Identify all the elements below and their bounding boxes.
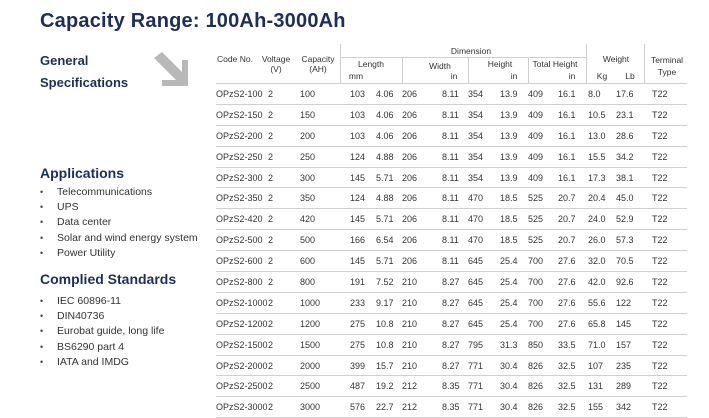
table-cell: 20.7 (558, 235, 576, 246)
table-cell: 27.6 (558, 277, 576, 288)
table-cell: 275 (350, 318, 366, 329)
table-cell: 645 (468, 318, 484, 329)
table-cell: 7.52 (376, 277, 394, 288)
table-cell: 103 (350, 109, 366, 120)
table-cell: OPzS2-1500 (216, 339, 268, 350)
table-cell: 32.5 (558, 381, 576, 392)
table-cell: 1000 (300, 297, 321, 308)
table-cell: 206 (402, 172, 418, 183)
table-cell: OPzS2-1000 (216, 297, 268, 308)
table-cell: 200 (300, 130, 316, 141)
complied-standards-heading: Complied Standards (40, 271, 177, 287)
table-cell: 645 (468, 277, 484, 288)
list-item: • IATA and IMDG (40, 355, 164, 370)
applications-heading: Applications (40, 165, 125, 181)
table-cell: T22 (652, 402, 668, 413)
table-cell: 4.06 (376, 109, 394, 120)
table-cell: 2 (268, 172, 274, 183)
table-cell: 354 (468, 151, 484, 162)
table-cell: OPzS2-800 (216, 277, 263, 288)
table-row (216, 272, 687, 293)
table-cell: 826 (528, 360, 544, 371)
table-cell: 206 (402, 130, 418, 141)
table-cell: 600 (300, 256, 316, 267)
table-cell: 10.8 (376, 339, 394, 350)
table-cell: 212 (402, 402, 418, 413)
table-cell: 525 (528, 235, 544, 246)
table-cell: 55.6 (588, 297, 606, 308)
table-cell: 8.27 (442, 339, 460, 350)
table-cell: 354 (468, 130, 484, 141)
table-cell: 65.8 (588, 318, 606, 329)
table-cell: 13.0 (588, 130, 606, 141)
header-width: Width (429, 61, 451, 71)
table-cell: 354 (468, 89, 484, 99)
table-cell: 409 (528, 151, 544, 162)
specifications-table (216, 44, 687, 418)
table-cell: 4.88 (376, 151, 394, 162)
table-cell: 771 (468, 360, 484, 371)
table-cell: 25.4 (500, 297, 518, 308)
table-cell: 771 (468, 381, 484, 392)
table-row (216, 230, 687, 251)
table-cell: 16.1 (558, 151, 576, 162)
table-row (216, 293, 687, 314)
table-cell: 27.6 (558, 318, 576, 329)
table-row (216, 209, 687, 230)
table-row (216, 314, 687, 335)
table-cell: 42.0 (588, 277, 606, 288)
arrow-down-right-icon (150, 52, 188, 88)
header-voltage: Voltage (V) (261, 54, 291, 74)
table-cell: 235 (616, 360, 632, 371)
table-cell: 645 (468, 297, 484, 308)
table-cell: 16.1 (558, 130, 576, 141)
table-cell: 19.2 (376, 381, 394, 392)
table-cell: 233 (350, 297, 366, 308)
table-cell: 15.7 (376, 360, 394, 371)
table-cell: 8.0 (588, 89, 601, 99)
table-cell: 145 (350, 256, 366, 267)
unit-lb: Lb (625, 71, 635, 81)
table-cell: 771 (468, 402, 484, 413)
list-item: • BS6290 part 4 (40, 340, 164, 355)
table-cell: 10.8 (376, 318, 394, 329)
table-cell: 2 (268, 214, 274, 225)
table-cell: 15.5 (588, 151, 606, 162)
table-cell: 409 (528, 109, 544, 120)
table-cell: T22 (652, 256, 668, 267)
table-cell: 13.9 (500, 151, 518, 162)
table-cell: 5.71 (376, 214, 394, 225)
general-specifications-heading: General Specifications (40, 53, 129, 90)
table-cell: 210 (402, 297, 418, 308)
header-total-height: Total Height (532, 59, 578, 69)
table-cell: 17.3 (588, 172, 606, 183)
table-cell: 525 (528, 193, 544, 204)
table-cell: 826 (528, 402, 544, 413)
table-cell: 25.4 (500, 277, 518, 288)
table-cell: 2 (268, 297, 274, 308)
table-cell: 8.11 (442, 214, 459, 225)
table-cell: 57.3 (616, 235, 634, 246)
table-cell: 289 (616, 381, 632, 392)
table-cell: T22 (652, 297, 668, 308)
table-cell: 470 (468, 214, 484, 225)
table-cell: 275 (350, 339, 366, 350)
table-cell: 8.11 (442, 256, 459, 267)
table-cell: OPzS2-100 (216, 89, 263, 99)
table-cell: 4.88 (376, 193, 394, 204)
table-cell: 107 (588, 360, 604, 371)
table-cell: 826 (528, 381, 544, 392)
table-cell: 8.27 (442, 277, 460, 288)
list-item: • Telecommunications (40, 185, 198, 200)
table-cell: OPzS2-350 (216, 193, 263, 204)
table-cell: 206 (402, 256, 418, 267)
table-cell: 8.27 (442, 318, 460, 329)
table-cell: 212 (402, 381, 418, 392)
table-row (216, 188, 687, 209)
table-row (216, 356, 687, 377)
table-cell: 124 (350, 151, 366, 162)
applications-list (40, 185, 198, 261)
table-cell: 399 (350, 360, 366, 371)
table-cell: OPzS2-600 (216, 256, 263, 267)
page-title: Capacity Range: 100Ah-3000Ah (40, 10, 346, 32)
table-cell: 92.6 (616, 277, 634, 288)
table-cell: OPzS2-200 (216, 130, 263, 141)
table-cell: 31.3 (500, 339, 518, 350)
table-cell: 145 (350, 214, 366, 225)
table-cell: 2 (268, 151, 274, 162)
table-cell: 27.6 (558, 256, 576, 267)
table-cell: 409 (528, 89, 544, 99)
table-cell: 2 (268, 109, 274, 120)
table-cell: 645 (468, 256, 484, 267)
table-cell: 800 (300, 277, 316, 288)
table-cell: 32.5 (558, 360, 576, 371)
table-cell: 795 (468, 339, 484, 350)
table-cell: 850 (528, 339, 544, 350)
table-cell: OPzS2-3000 (216, 402, 268, 413)
table-cell: 52.9 (616, 214, 634, 225)
table-cell: 700 (528, 256, 544, 267)
table-cell: 70.5 (616, 256, 634, 267)
table-header (216, 44, 687, 84)
table-row (216, 126, 687, 147)
list-item: • Data center (40, 215, 198, 230)
table-cell: 18.5 (500, 193, 518, 204)
list-item: • Power Utility (40, 246, 198, 261)
table-cell: 16.1 (558, 89, 576, 99)
table-cell: 210 (402, 277, 418, 288)
table-row (216, 84, 687, 105)
header-capacity: Capacity (AH) (301, 54, 335, 74)
list-item: • IEC 60896-11 (40, 294, 164, 309)
table-cell: 2 (268, 339, 274, 350)
table-cell: 124 (350, 193, 366, 204)
list-item: • Solar and wind energy system (40, 231, 198, 246)
header-length: Length (358, 59, 384, 69)
table-cell: 20.4 (588, 193, 606, 204)
table-row (216, 105, 687, 126)
table-cell: 32.5 (558, 402, 576, 413)
table-row (216, 168, 687, 189)
table-cell: 3000 (300, 402, 321, 413)
table-cell: T22 (652, 277, 668, 288)
table-cell: 1200 (300, 318, 321, 329)
table-cell: 2500 (300, 381, 321, 392)
table-cell: 103 (350, 89, 366, 99)
table-cell: 210 (402, 339, 418, 350)
header-height: Height (487, 59, 513, 69)
table-cell: 17.6 (616, 89, 634, 99)
table-cell: 700 (528, 318, 544, 329)
table-cell: 2 (268, 277, 274, 288)
table-cell: 20.7 (558, 214, 576, 225)
unit-in: in (510, 71, 518, 81)
table-cell: T22 (652, 360, 668, 371)
table-cell: 166 (350, 235, 366, 246)
table-cell: 32.0 (588, 256, 606, 267)
table-cell: 45.0 (616, 193, 634, 204)
table-cell: 206 (402, 151, 418, 162)
table-cell: T22 (652, 318, 668, 329)
table-cell: 300 (300, 172, 316, 183)
table-cell: 8.11 (442, 235, 459, 246)
table-cell: 100 (300, 89, 316, 99)
table-cell: 122 (616, 297, 632, 308)
table-cell: 210 (402, 318, 418, 329)
table-cell: 500 (300, 235, 316, 246)
table-cell: T22 (652, 193, 668, 204)
table-cell: 5.71 (376, 172, 394, 183)
table-cell: OPzS2-500 (216, 235, 263, 246)
table-cell: 13.9 (500, 130, 518, 141)
table-body (216, 84, 687, 418)
table-cell: T22 (652, 214, 668, 225)
table-cell: T22 (652, 172, 668, 183)
table-cell: 131 (588, 381, 604, 392)
table-cell: 206 (402, 214, 418, 225)
table-cell: OPzS2-420 (216, 214, 263, 225)
table-cell: 30.4 (500, 381, 518, 392)
table-cell: 2 (268, 360, 274, 371)
table-cell: 25.4 (500, 318, 518, 329)
header-code: Code No. (217, 54, 253, 64)
table-cell: 8.11 (442, 193, 459, 204)
table-cell: 145 (616, 318, 632, 329)
table-cell: OPzS2-250 (216, 151, 263, 162)
table-cell: 409 (528, 172, 544, 183)
table-cell: 22.7 (376, 402, 394, 413)
table-cell: 206 (402, 235, 418, 246)
table-cell: 71.0 (588, 339, 606, 350)
table-cell: 18.5 (500, 235, 518, 246)
table-cell: 2 (268, 89, 274, 99)
table-cell: 38.1 (616, 172, 634, 183)
table-cell: T22 (652, 235, 668, 246)
table-cell: 157 (616, 339, 632, 350)
table-cell: 8.35 (442, 402, 460, 413)
table-cell: 13.9 (500, 89, 518, 99)
table-cell: 525 (528, 214, 544, 225)
table-cell: 8.11 (442, 172, 459, 183)
table-cell: 2 (268, 130, 274, 141)
table-cell: T22 (652, 109, 668, 120)
table-cell: 10.5 (588, 109, 606, 120)
table-cell: 2 (268, 256, 274, 267)
table-cell: 34.2 (616, 151, 634, 162)
table-cell: 13.9 (500, 172, 518, 183)
table-cell: T22 (652, 89, 668, 99)
table-cell: 2000 (300, 360, 321, 371)
table-cell: 2 (268, 193, 274, 204)
standards-list (40, 294, 164, 370)
table-row (216, 147, 687, 168)
table-cell: 4.06 (376, 130, 394, 141)
table-cell: 6.54 (376, 235, 394, 246)
table-cell: 145 (350, 172, 366, 183)
table-cell: 27.6 (558, 297, 576, 308)
table-cell: 8.11 (442, 89, 459, 99)
list-item: • DIN40736 (40, 309, 164, 324)
table-cell: OPzS2-150 (216, 109, 263, 120)
table-cell: 206 (402, 109, 418, 120)
table-cell: 2 (268, 381, 274, 392)
table-cell: 23.1 (616, 109, 634, 120)
table-cell: T22 (652, 130, 668, 141)
table-cell: T22 (652, 381, 668, 392)
table-cell: 1500 (300, 339, 321, 350)
table-cell: T22 (652, 151, 668, 162)
unit-in: in (450, 71, 458, 81)
table-cell: 103 (350, 130, 366, 141)
table-cell: 25.4 (500, 256, 518, 267)
table-cell: 16.1 (558, 172, 576, 183)
table-cell: 28.6 (616, 130, 634, 141)
table-cell: 16.1 (558, 109, 576, 120)
table-cell: 487 (350, 381, 366, 392)
table-row (216, 335, 687, 356)
table-cell: 2 (268, 318, 274, 329)
table-cell: 13.9 (500, 109, 518, 120)
table-cell: 30.4 (500, 360, 518, 371)
table-cell: 5.71 (376, 256, 394, 267)
table-cell: OPzS2-1200 (216, 318, 268, 329)
table-cell: 155 (588, 402, 604, 413)
table-cell: 8.27 (442, 297, 460, 308)
unit-kg: Kg (596, 71, 608, 81)
table-cell: 8.27 (442, 360, 460, 371)
table-cell: 250 (300, 151, 316, 162)
table-cell: 2 (268, 402, 274, 413)
table-cell: 470 (468, 235, 484, 246)
table-cell: 8.11 (442, 109, 459, 120)
table-cell: 354 (468, 172, 484, 183)
table-cell: 191 (350, 277, 366, 288)
table-cell: 20.7 (558, 193, 576, 204)
table-cell: 350 (300, 193, 316, 204)
table-cell: 150 (300, 109, 316, 120)
table-cell: 470 (468, 193, 484, 204)
table-cell: 24.0 (588, 214, 606, 225)
list-item: • UPS (40, 200, 198, 215)
table-cell: OPzS2-300 (216, 172, 263, 183)
table-cell: 8.11 (442, 130, 459, 141)
table-cell: 354 (468, 109, 484, 120)
table-row (216, 376, 687, 397)
table-cell: OPzS2-2500 (216, 381, 268, 392)
table-cell: 8.35 (442, 381, 460, 392)
table-cell: T22 (652, 339, 668, 350)
table-cell: OPzS2-2000 (216, 360, 268, 371)
table-cell: 2 (268, 235, 274, 246)
list-item: • Eurobat guide, long life (40, 324, 164, 339)
table-cell: 33.5 (558, 339, 576, 350)
table-cell: 26.0 (588, 235, 606, 246)
table-cell: 576 (350, 402, 366, 413)
table-row (216, 397, 687, 418)
table-cell: 342 (616, 402, 632, 413)
unit-mm: mm (348, 71, 364, 81)
header-weight: Weight (602, 54, 630, 64)
table-cell: 420 (300, 214, 316, 225)
table-cell: 409 (528, 130, 544, 141)
table-cell: 18.5 (500, 214, 518, 225)
table-cell: 700 (528, 277, 544, 288)
table-cell: 8.11 (442, 151, 459, 162)
table-cell: 206 (402, 193, 418, 204)
table-cell: 9.17 (376, 297, 394, 308)
header-terminal: Terminal Type (650, 55, 684, 77)
table-cell: 210 (402, 360, 418, 371)
table-row (216, 251, 687, 272)
table-cell: 4.06 (376, 89, 394, 99)
table-cell: 30.4 (500, 402, 518, 413)
header-dimension: Dimension (450, 46, 492, 56)
table-cell: 206 (402, 89, 418, 99)
table-cell: 700 (528, 297, 544, 308)
unit-in: in (568, 71, 576, 81)
